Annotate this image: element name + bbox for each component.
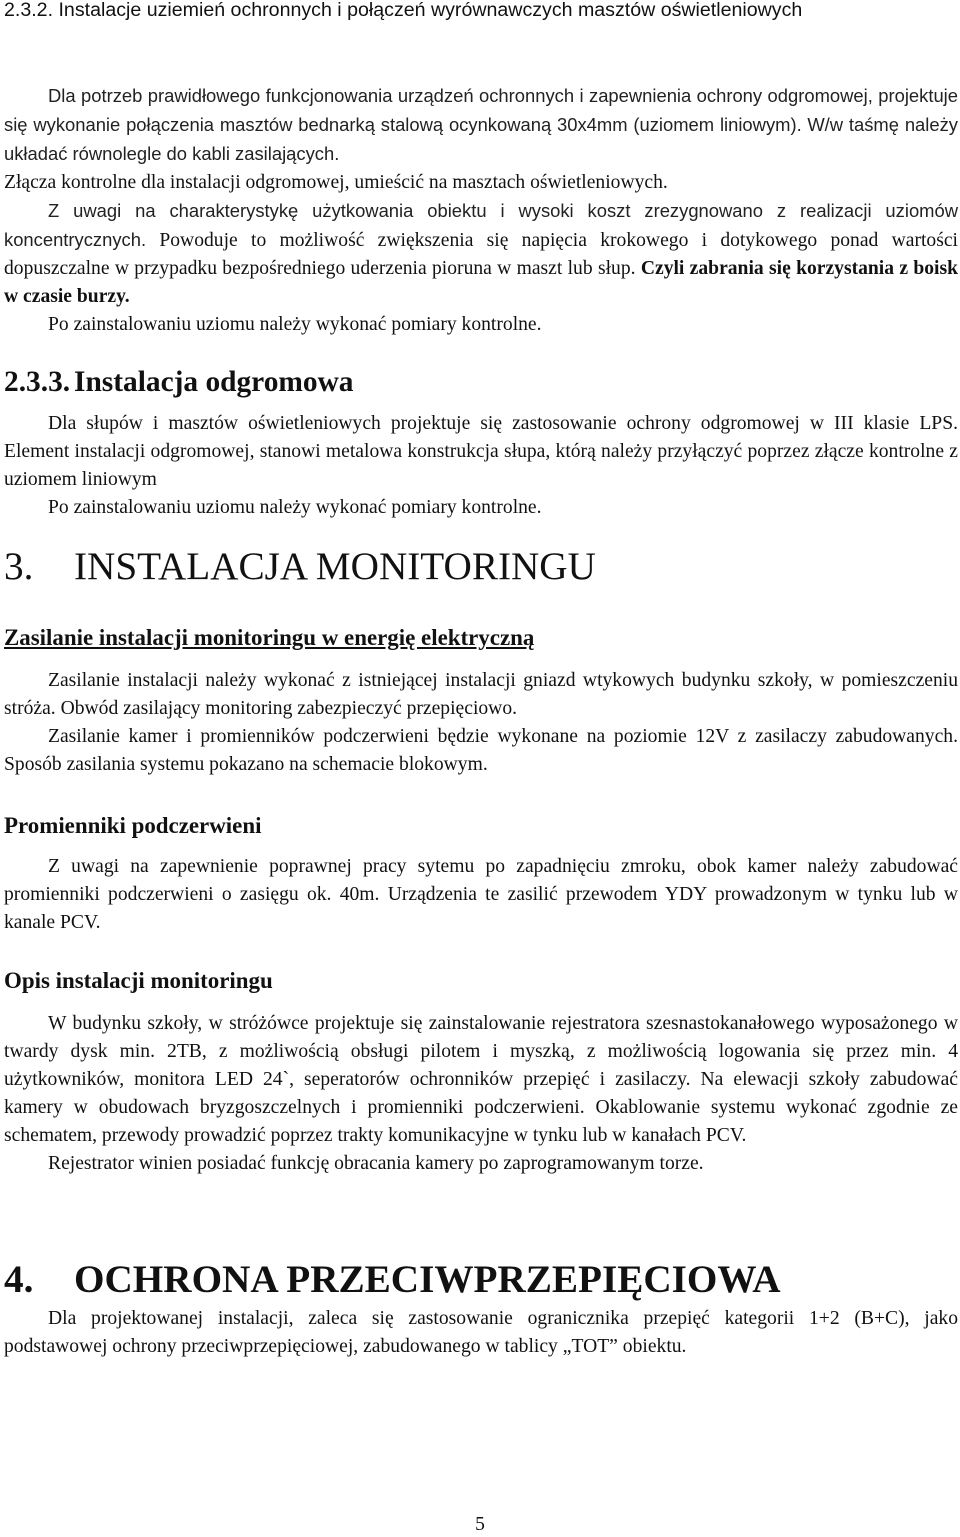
section-2-3-2-body xyxy=(4,82,958,339)
warning-text: Czyli zabrania się korzystania z boisk w czasie burzy. xyxy=(4,258,959,307)
paragraph-text: Powoduje to możliwość zwiększenia się napięcia krokowego i dotykowego ponad wartości dopuszczalne w przypadku bezpośredniego uderzenia pioruna w maszt lub słup. xyxy=(4,230,958,279)
section-3-number: 3. xyxy=(4,545,34,588)
subsection-opis-heading: Opis instalacji monitoringu xyxy=(4,968,273,993)
section-2-3-3-heading xyxy=(4,368,353,396)
paragraph: Dla projektowanej instalacji, zaleca się zastosowanie ogranicznika przepięć kategorii 1+2 (B+C), jako podstawowej ochrony przeciwprzepięciowej, zabudowanego w tablicy „TOT” obiektu. xyxy=(4,1308,958,1357)
subsection-zasilanie-heading: Zasilanie instalacji monitoringu w energię elektryczną xyxy=(4,625,535,650)
paragraph xyxy=(4,82,958,169)
subsection-promienniki-heading: Promienniki podczerwieni xyxy=(4,813,262,838)
section-4-number: 4. xyxy=(4,1258,34,1301)
paragraph: Zasilanie kamer i promienników podczerwieni będzie wykonane na poziomie 12V z zasilaczy zabudowanych. Sposób zasilania systemu pokazano na schemacie blokowym. xyxy=(4,726,958,775)
section-3-heading xyxy=(4,545,596,588)
paragraph: Po zainstalowaniu uziomu należy wykonać pomiary kontrolne. xyxy=(48,314,542,335)
section-2-3-3-body xyxy=(4,410,958,522)
paragraph: Rejestrator winien posiadać funkcję obracania kamery po zaprogramowanym torze. xyxy=(48,1153,704,1174)
paragraph-text: Dla potrzeb prawidłowego funkcjonowania urządzeń ochronnych i zapewnienia ochrony odgromowej, projektuje się wykonanie połączenia masztów bednarką stalową ocynkowaną 30x4mm (uziomem liniowym). xyxy=(4,85,958,135)
paragraph xyxy=(4,410,958,494)
paragraph: Z uwagi na zapewnienie poprawnej pracy sytemu po zapadnięciu zmroku, obok kamer należy zabudować promienniki podczerwieni o zasięgu ok. 40m. Urządzenia te zasilić przewodem YDY prowadzonym w tynku lub w kanale PCV. xyxy=(4,856,958,933)
subsection-promienniki-body xyxy=(4,853,958,937)
section-2-3-2-title: Instalacje uziemień ochronnych i połączeń wyrównawczych masztów oświetleniowych xyxy=(58,0,803,21)
paragraph-text: Z uwagi na charakterystykę użytkowania obiektu i wysoki koszt zrezygnowano z realizacji uziomów koncentrycznych. xyxy=(4,200,958,250)
section-4-heading xyxy=(4,1258,781,1301)
page-number: 5 xyxy=(475,1514,485,1535)
paragraph: Zasilanie instalacji należy wykonać z istniejącej instalacji gniazd wtykowych budynku szkoły, w pomieszczeniu stróża. Obwód zasilający monitoring zabezpieczyć przepięciowo. xyxy=(4,670,958,719)
section-2-3-2-number: 2.3.2. xyxy=(4,0,54,21)
section-4-title: OCHRONA PRZECIWPRZEPIĘCIOWA xyxy=(74,1258,781,1301)
section-2-3-3-title: Instalacja odgromowa xyxy=(74,366,354,398)
paragraph-text: W/w taśmę należy układać równolegle do kabli zasilających. xyxy=(4,114,958,164)
paragraph-text: Element instalacji odgromowej, stanowi metalowa konstrukcja słupa, którą należy przyłączyć poprzez złącze kontrolne z uziomem liniowym xyxy=(4,441,958,490)
paragraph xyxy=(4,197,958,311)
paragraph: W budynku szkoły, w stróżówce projektuje się zainstalowanie rejestratora szesnastokanałowego wyposażonego w twardy dysk min. 2TB, z możliwością obsługi pilotem i myszką, z możliwością logowania się przez min. 4 użytkowników, monitora LED 24`, seperatorów ochronników przepięć i zasilaczy. Na elewacji szkoły zabudować kamery w obudowach bryzgoszczelnych i promienniki podczerwieni. Okablowanie systemu wykonać zgodnie ze schematem, przewody prowadzić poprzez trakty komunikacyjne w tynku lub w kanałach PCV. xyxy=(4,1013,958,1146)
section-3-title: INSTALACJA MONITORINGU xyxy=(74,545,596,588)
paragraph: Złącza kontrolne dla instalacji odgromowej, umieścić na masztach oświetleniowych. xyxy=(4,172,668,193)
section-4-body xyxy=(4,1305,958,1361)
paragraph: Po zainstalowaniu uziomu należy wykonać pomiary kontrolne. xyxy=(48,497,542,518)
section-2-3-2-heading xyxy=(4,0,958,30)
subsection-zasilanie-body xyxy=(4,667,958,779)
subsection-opis-body xyxy=(4,1010,958,1178)
section-2-3-3-number: 2.3.3. xyxy=(4,366,71,398)
paragraph-text: Dla słupów i masztów oświetleniowych projektuje się zastosowanie ochrony odgromowej w III klasie LPS. xyxy=(48,413,958,434)
